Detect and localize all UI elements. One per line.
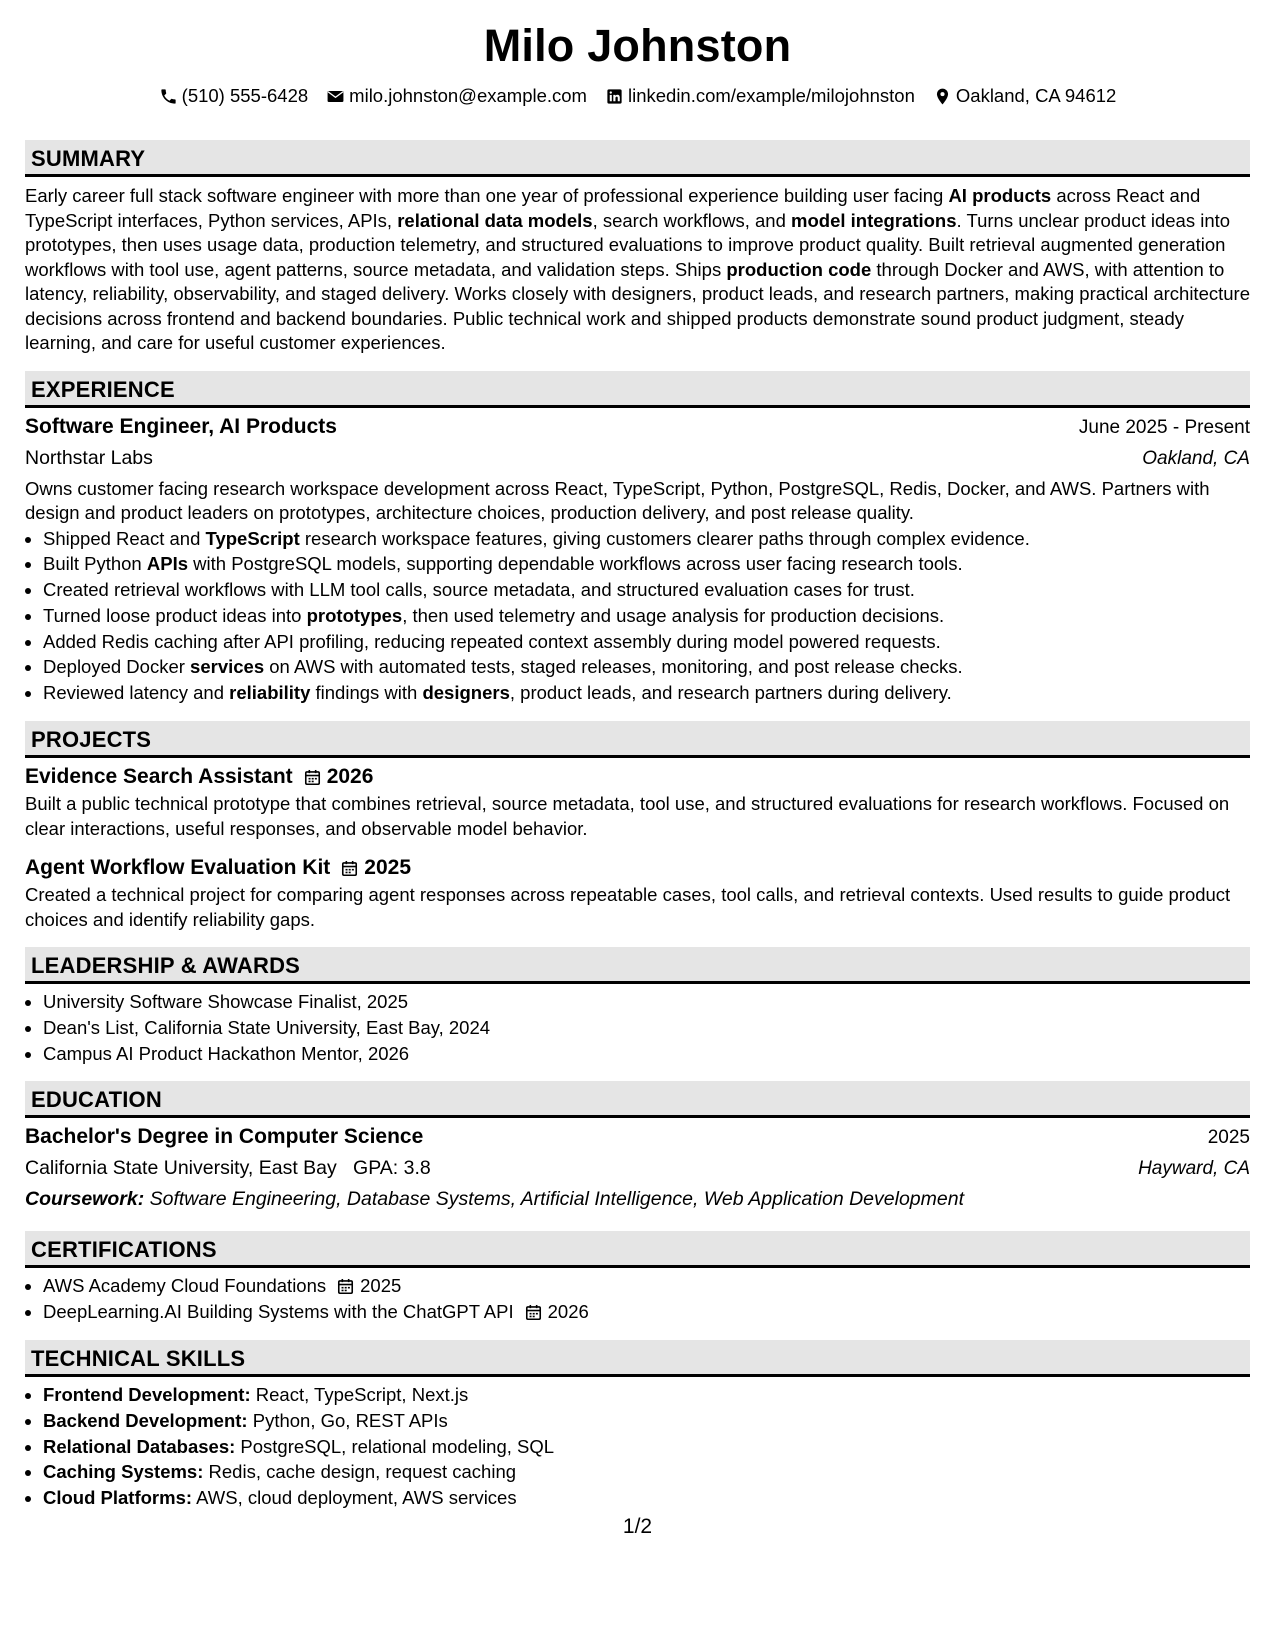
list-item [43, 1382, 1250, 1408]
emphasis-text: production code [726, 258, 872, 280]
skills-section [25, 1340, 1250, 1511]
emphasis-text: designers [422, 682, 510, 704]
text-run: . Turns unclear product ideas into prototypes, then uses usage data, production telemetry, and structured evaluations to improve product quality. Built retrieval augmented generation workflows with tool use, agent patterns, source metadata, and validation steps. Ships [25, 209, 1231, 280]
coursework-list: Software Engineering, Database Systems, Artificial Intelligence, Web Application Development [149, 1188, 964, 1211]
project-description: Built a public technical prototype that combines retrieval, source metadata, tool use, and structured evaluations for research workflows. Focused on clear interactions, useful responses, and observable model behavior. [25, 793, 1230, 839]
project-year: 2026 [326, 765, 374, 789]
emphasis-text: AI products [948, 185, 1052, 206]
coursework-label: Coursework: [25, 1188, 145, 1211]
text-run: , product leads, and research partners during delivery. [509, 682, 952, 704]
emphasis-text: APIs [146, 553, 189, 575]
contact-phone [159, 85, 309, 107]
map-pin-icon [933, 87, 952, 106]
text-run: with PostgreSQL models, supporting dependable workflows across user facing research tools. [188, 553, 963, 575]
section-heading: PROJECTS [25, 721, 1250, 758]
skill-values: PostgreSQL, relational modeling, SQL [240, 1435, 555, 1457]
experience-section [25, 371, 1250, 707]
project-title-row [25, 853, 1250, 883]
list-item [43, 1434, 1250, 1460]
skill-category: Frontend Development: [43, 1384, 251, 1406]
resume-page [25, 18, 1250, 1511]
school-location: Hayward, CA [1138, 1158, 1250, 1180]
skill-values: AWS, cloud deployment, AWS services [196, 1487, 517, 1509]
list-item [43, 1408, 1250, 1434]
certification-name: • DeepLearning.AI Building Systems with the ChatGPT API [43, 1301, 514, 1323]
envelope-icon [326, 87, 345, 106]
awards-section [25, 947, 1250, 1066]
job-bullet [43, 551, 1250, 577]
emphasis-text: services [190, 656, 265, 678]
job-bullet [43, 654, 1250, 680]
job-bullets [25, 526, 1250, 707]
contact-location [933, 85, 1116, 107]
text-run: Reviewed latency and [43, 682, 230, 704]
project-year: 2025 [364, 856, 412, 880]
text-run: , then used telemetry and usage analysis for production decisions. [402, 604, 945, 626]
awards-list [25, 989, 1250, 1066]
project-title: Evidence Search Assistant [25, 765, 293, 789]
certification-name: • AWS Academy Cloud Foundations [43, 1275, 327, 1297]
certifications-list [25, 1273, 1250, 1325]
certification-year: 2026 [547, 1301, 589, 1323]
degree-title: Bachelor's Degree in Computer Science [25, 1125, 424, 1149]
project-title-row [25, 762, 1250, 792]
gpa-text: GPA: 3.8 [353, 1157, 431, 1180]
text-run: Built Python [43, 553, 147, 575]
list-item: • University Software Showcase Finalist, 2025 [43, 989, 1250, 1015]
job-bullet [43, 603, 1250, 629]
emphasis-text: model integrations [791, 209, 957, 231]
skill-category: Cloud Platforms: [43, 1487, 193, 1509]
skill-values: Python, Go, REST APIs [252, 1409, 448, 1431]
text-run: Created retrieval workflows with LLM tool calls, source metadata, and structured evaluation cases for trust. [43, 579, 915, 601]
text-run: Added Redis caching after API profiling, reducing repeated context assembly during model powered requests. [43, 630, 941, 652]
calendar-icon [303, 768, 322, 787]
skill-values: React, TypeScript, Next.js [255, 1384, 469, 1406]
contact-linkedin[interactable] [605, 85, 915, 107]
project-title: Agent Workflow Evaluation Kit [25, 856, 331, 880]
emphasis-text: reliability [229, 682, 311, 704]
job-location: Oakland, CA [1142, 447, 1250, 469]
list-item [43, 1459, 1250, 1485]
page-number: 1/2 [622, 1515, 653, 1538]
list-item: • Campus AI Product Hackathon Mentor, 2026 [43, 1041, 1250, 1067]
text-run: on AWS with automated tests, staged releases, monitoring, and post release checks. [264, 656, 963, 678]
projects-section [25, 721, 1250, 932]
job-dates: June 2025 - Present [1078, 416, 1250, 438]
location-text: Oakland, CA 94612 [955, 85, 1117, 106]
skill-values: Redis, cache design, request caching [208, 1461, 517, 1483]
emphasis-text: prototypes [306, 604, 403, 626]
job-bullet [43, 629, 1250, 655]
text-run: research workspace features, giving customers clearer paths through complex evidence. [299, 527, 1030, 549]
job-bullet [43, 526, 1250, 552]
section-heading: LEADERSHIP & AWARDS [25, 947, 1250, 984]
text-run: through Docker and AWS, with attention to latency, reliability, observability, and staged delivery. Works closely with designers, product leads, and research partners, making practical architecture decisions across frontend and backend boundaries. Public technical work and shipped products demonstrate sound product judgment, steady learning, and care for useful customer experiences. [25, 258, 1250, 353]
list-item: • Dean's List, California State University, East Bay, 2024 [43, 1015, 1250, 1041]
certifications-section [25, 1231, 1250, 1325]
summary-section [25, 140, 1250, 356]
email-link[interactable]: milo.johnston@example.com [349, 85, 587, 106]
text-run: Early career full stack software engineer with more than one year of professional experience building user facing [25, 185, 949, 206]
section-heading: TECHNICAL SKILLS [25, 1340, 1250, 1377]
calendar-icon [336, 1277, 355, 1296]
company-name: Northstar Labs [25, 446, 153, 469]
section-heading: EDUCATION [25, 1081, 1250, 1118]
skill-category: Backend Development: [43, 1409, 248, 1431]
contact-email[interactable] [326, 85, 587, 107]
section-heading: SUMMARY [25, 140, 1250, 177]
list-item [43, 1273, 1250, 1299]
job-bullet [43, 577, 1250, 603]
skill-category: Caching Systems: [43, 1461, 204, 1483]
emphasis-text: relational data models [397, 209, 593, 231]
candidate-name: Milo Johnston [483, 20, 792, 71]
education-section [25, 1081, 1250, 1214]
text-run: , search workflows, and [592, 209, 792, 231]
graduation-year: 2025 [1207, 1127, 1250, 1149]
list-item [43, 1299, 1250, 1325]
section-heading: EXPERIENCE [25, 371, 1250, 408]
job-title: Software Engineer, AI Products [25, 414, 337, 438]
school-name: California State University, East Bay [25, 1157, 337, 1180]
job-description: Owns customer facing research workspace development across React, TypeScript, Python, PostgreSQL, Redis, Docker, and AWS. Partners with design and product leaders on prototypes, architecture choices, production delivery, and post release quality. [25, 477, 1210, 523]
calendar-icon [340, 859, 359, 878]
contact-bar [25, 84, 1250, 108]
project-description: Created a technical project for comparing agent responses across repeatable cases, tool calls, and retrieval contexts. Used results to guide product choices and identify reliability gaps. [25, 884, 1231, 930]
list-item [43, 1485, 1250, 1511]
skills-list [25, 1382, 1250, 1511]
text-run: across React and TypeScript interfaces, Python services, APIs, [25, 185, 1201, 231]
linkedin-icon [605, 87, 624, 106]
linkedin-link[interactable]: linkedin.com/example/milojohnston [627, 85, 915, 106]
calendar-icon [524, 1303, 543, 1322]
text-run: Deployed Docker [43, 656, 191, 678]
text-run: Shipped React and [43, 527, 206, 549]
emphasis-text: TypeScript [205, 527, 300, 549]
phone-icon [159, 87, 178, 106]
text-run: findings with [310, 682, 423, 704]
text-run: Turned loose product ideas into [43, 604, 307, 626]
job-bullet [43, 680, 1250, 706]
certification-year: 2025 [360, 1275, 402, 1297]
section-heading: CERTIFICATIONS [25, 1231, 1250, 1268]
skill-category: Relational Databases: [43, 1435, 236, 1457]
phone-text: (510) 555-6428 [181, 85, 309, 106]
summary-paragraph [25, 184, 1250, 356]
